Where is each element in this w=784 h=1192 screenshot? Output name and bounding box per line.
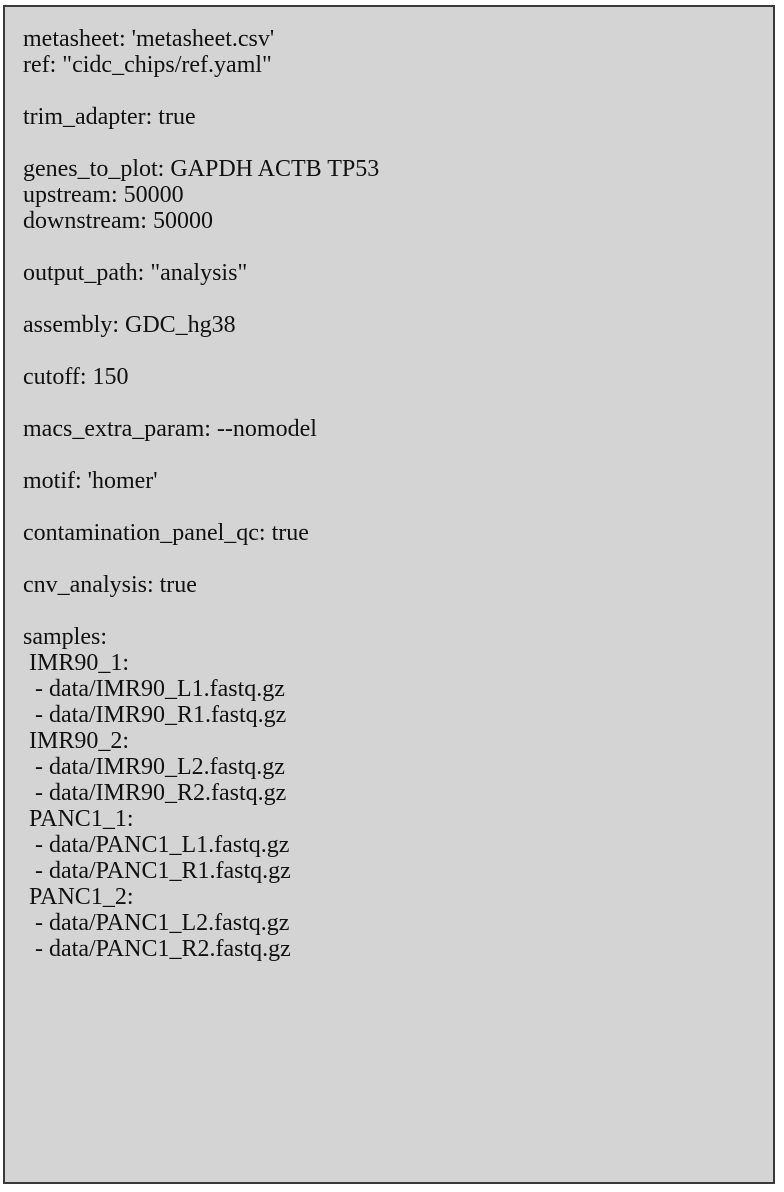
sample-file: - data/PANC1_R1.fastq.gz [23,858,291,884]
config-document [3,5,775,1184]
blank-line [23,598,773,624]
sample-file: - data/PANC1_L1.fastq.gz [23,832,290,858]
sample-file: - data/PANC1_L2.fastq.gz [23,910,290,936]
config-downstream: downstream: 50000 [23,208,213,234]
config-samples-header: samples: [23,624,107,650]
config-trim-adapter: trim_adapter: true [23,104,196,130]
blank-line [23,234,773,260]
config-ref: ref: "cidc_chips/ref.yaml" [23,52,272,78]
blank-line [23,390,773,416]
config-genes-to-plot: genes_to_plot: GAPDH ACTB TP53 [23,156,380,182]
sample-file: - data/IMR90_R1.fastq.gz [23,702,287,728]
config-contamination-panel-qc: contamination_panel_qc: true [23,520,309,546]
config-motif: motif: 'homer' [23,468,158,494]
config-output-path: output_path: "analysis" [23,260,248,286]
config-cnv-analysis: cnv_analysis: true [23,572,197,598]
sample-name: IMR90_1: [23,650,130,676]
config-metasheet: metasheet: 'metasheet.csv' [23,26,275,52]
sample-name: PANC1_2: [23,884,134,910]
sample-file: - data/IMR90_R2.fastq.gz [23,780,287,806]
config-macs-extra-param: macs_extra_param: --nomodel [23,416,317,442]
blank-line [23,338,773,364]
sample-file: - data/IMR90_L1.fastq.gz [23,676,285,702]
blank-line [23,286,773,312]
blank-line [23,78,773,104]
sample-file: - data/PANC1_R2.fastq.gz [23,936,291,962]
blank-line [23,130,773,156]
config-assembly: assembly: GDC_hg38 [23,312,236,338]
blank-line [23,494,773,520]
config-upstream: upstream: 50000 [23,182,184,208]
config-cutoff: cutoff: 150 [23,364,129,390]
sample-name: PANC1_1: [23,806,134,832]
sample-file: - data/IMR90_L2.fastq.gz [23,754,285,780]
blank-line [23,442,773,468]
blank-line [23,546,773,572]
sample-name: IMR90_2: [23,728,130,754]
